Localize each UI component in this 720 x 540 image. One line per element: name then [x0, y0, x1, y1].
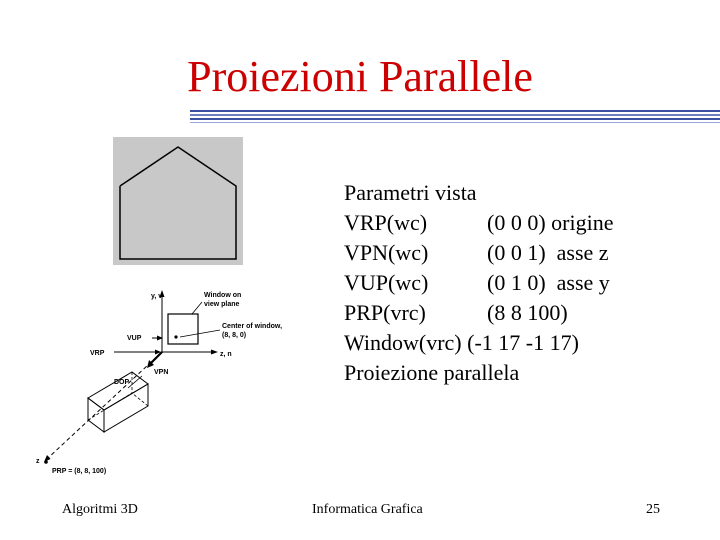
label-center-window: Center of window, [222, 323, 283, 330]
view-parameters [344, 178, 613, 388]
preview-background [113, 137, 243, 265]
page-number: 25 [646, 502, 660, 517]
label-window-on: Window on [204, 292, 242, 299]
box-front-face [88, 398, 104, 432]
label-vpn: VPN [154, 369, 169, 376]
label-dop: DOP [114, 379, 130, 386]
rule-line [190, 114, 720, 116]
label-vrp: VRP [90, 350, 105, 357]
param-row-vrp: VRP(wc) (0 0 0) origine [344, 210, 614, 235]
prp-point [44, 460, 48, 464]
label-yv: y, v [151, 293, 163, 300]
z-axis [48, 352, 162, 458]
label-vup: VUP [127, 335, 142, 342]
window-leader-line [192, 302, 202, 314]
x-axis-arrow-icon [211, 350, 218, 355]
house-preview-image [113, 137, 243, 265]
param-row-projection: Proiezione parallela [344, 360, 520, 385]
window-rect [168, 314, 198, 344]
window-center-dot [174, 335, 177, 338]
center-leader-line [180, 330, 220, 337]
label-z: z [36, 458, 40, 465]
param-row-vup: VUP(wc) (0 1 0) asse y [344, 270, 610, 295]
label-center-coords: (8, 8, 0) [222, 332, 247, 339]
rule-line [190, 122, 720, 123]
projection-diagram [30, 280, 310, 480]
rule-line [190, 110, 720, 112]
rule-line [190, 118, 720, 120]
parameters-heading: Parametri vista [344, 180, 477, 205]
label-prp: PRP = (8, 8, 100) [52, 468, 107, 475]
label-view-plane: view plane [204, 301, 240, 308]
box-side-face [104, 384, 148, 432]
param-row-window: Window(vrc) (-1 17 -1 17) [344, 330, 579, 355]
slide-title: Proiezioni Parallele [187, 52, 533, 101]
label-zn: z, n [220, 351, 232, 358]
param-row-prp: PRP(vrc) (8 8 100) [344, 300, 568, 325]
footer-center: Informatica Grafica [312, 502, 423, 517]
box-hidden-edge [132, 393, 148, 406]
footer-left: Algoritmi 3D [62, 502, 138, 517]
param-row-vpn: VPN(wc) (0 0 1) asse z [344, 240, 609, 265]
